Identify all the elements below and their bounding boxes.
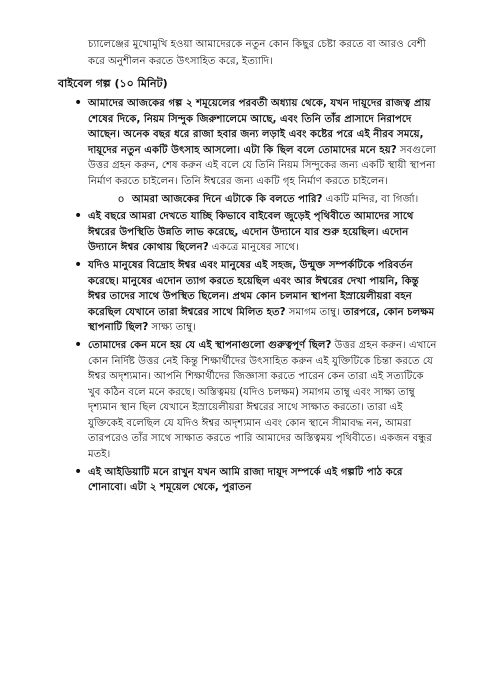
bold-text: এই বছরে আমরা দেখতে যাচ্ছি কিভাবে বাইবেল জুড়েই পৃথিবীতে আমাদের সাথে ঈশ্বরের উপস্থিতি উন্নতি লাভ করেছে, এদোন উদ্যানে যার শুরু হয়েছিল। এদোন উদ্যানে ঈশ্বর কোথায় ছিলেন?	[88, 211, 414, 254]
section-heading: বাইবেল গল্প (১০ মিনিট)	[58, 77, 168, 90]
intro-paragraph: চ্যালেঞ্জের মুখোমুখি হওয়া আমাদেরকে নতুন কোন কিছুর চেষ্টা করতে বা আরও বেশী করে অনুশীলন করতে উৎসাহিত করে, ইত্যাদি।	[88, 39, 426, 67]
list-item	[88, 338, 439, 463]
sub-list-item	[132, 192, 439, 208]
normal-text: সবগুলো উত্তর গ্রহন করুন, শেষ করুন এই বলে যে তিনি নিয়ম সিন্দুকের জন্য একটি স্থায়ী স্থাপনা নির্মাণ করতে চাইলেন। তিনি ঈশ্বরের জন্য একটি গৃহ নির্মাণ করতে চাইলেন।	[88, 144, 436, 187]
list-item	[88, 96, 439, 207]
list-item	[88, 209, 439, 256]
bold-text: আমাদের আজকের গল্প ২ শমূয়েলের পরবর্তী অধ্যায় থেকে, যখন দায়ূদের রাজত্ব প্রায় শেষের দিকে, নিয়ম সিন্দুক জিরুশালেমে আছে, এবং তিনি তাঁর প্রাসাদে নিরাপদে আছেন। অনেক বছর ধরে রাজা হবার জন্য লড়াই এবং কষ্টের পরে এই নীরব সময়ে, দায়ূদের নতুন একটি উৎসাহ আসলো। এটা কি ছিল বলে তোমাদের মনে হয়?	[88, 98, 431, 156]
bold-text: যদিও মানুষের বিদ্রোহ ঈশ্বর এবং মানুষের এই সহজ, উন্মুক্ত সম্পর্কটিকে পরিবর্তন করেছে। মানুষের এদোন ত্যাগ করতে হয়েছিল এবং আর ঈশ্বরের দেখা পায়নি, কিন্তু ঈশ্বর তাদের সাথে উপস্থিত ছিলেন। প্রথম কোন চলমান স্থাপনা ইস্রায়েলীয়রা বহন করেছিল যেখানে তারা ঈশ্বরের সাথে মিলিত হত?	[88, 259, 419, 318]
bold-text: এই আইডিয়াটি মনে রাখুন যখন আমি রাজা দায়ূদ সম্পর্কে এই গল্পটি পাঠ করে শোনাবো। এটা ২ শমূয়েল থেকে, পুরাতন	[88, 466, 403, 494]
bold-text: আমরা আজকের দিনে এটাকে কি বলতে পারি?	[132, 193, 323, 205]
normal-text: সাক্ষ্য তাম্বু।	[148, 322, 196, 334]
list-item	[88, 465, 439, 496]
normal-text: উত্তর গ্রহন করুন। এখানে কোন নির্দিষ্ট উত্তর নেই কিন্তু শিক্ষার্থীদের উৎসাহিত করুন এই যুক্তিটিকে চিন্তা করতে যে ঈশ্বর অদৃশ্যমান। আপনি শিক্ষার্থীদের জিজ্ঞাসা করতে পারেন কেন তারা এই সত্যটিকে খুব কঠিন বলে মনে করছে। অস্তিত্বময় (যদিও চলক্ষম) সমাগম তাম্বু এবং সাক্ষ্য তাম্বু দৃশ্যমান স্থান ছিল যেখানে ইস্রায়েলীয়রা ঈশ্বরের সাথে সাক্ষাত করতো। তারা এই যুক্তিকেই বলেছিল যে যদিও ঈশ্বর অদৃশ্যমান এবং কোন স্থানে সীমাবদ্ধ নন, আমরা তারপরেও তাঁর সাথে সাক্ষাত করতে পারি আমাদের অস্তিত্বময় পৃথিবীতে। একজন বন্ধুর মতই।	[88, 339, 437, 461]
bold-text: তারপরে, কোন চলক্ষম স্থাপনাটি ছিল?	[88, 306, 435, 334]
normal-text: একত্রে মানুষের সাথে।	[208, 242, 299, 254]
list-item	[88, 258, 439, 336]
bold-text: তোমাদের কেন মনে হয় যে এই স্থাপনাগুলো গুরুত্বপূর্ণ ছিল?	[88, 339, 332, 351]
bullet-list	[58, 96, 439, 496]
normal-text: একটি মন্দির, বা গির্জা।	[322, 193, 419, 205]
normal-text: সমাগম তাম্বু।	[285, 306, 344, 318]
sub-list	[88, 192, 439, 208]
